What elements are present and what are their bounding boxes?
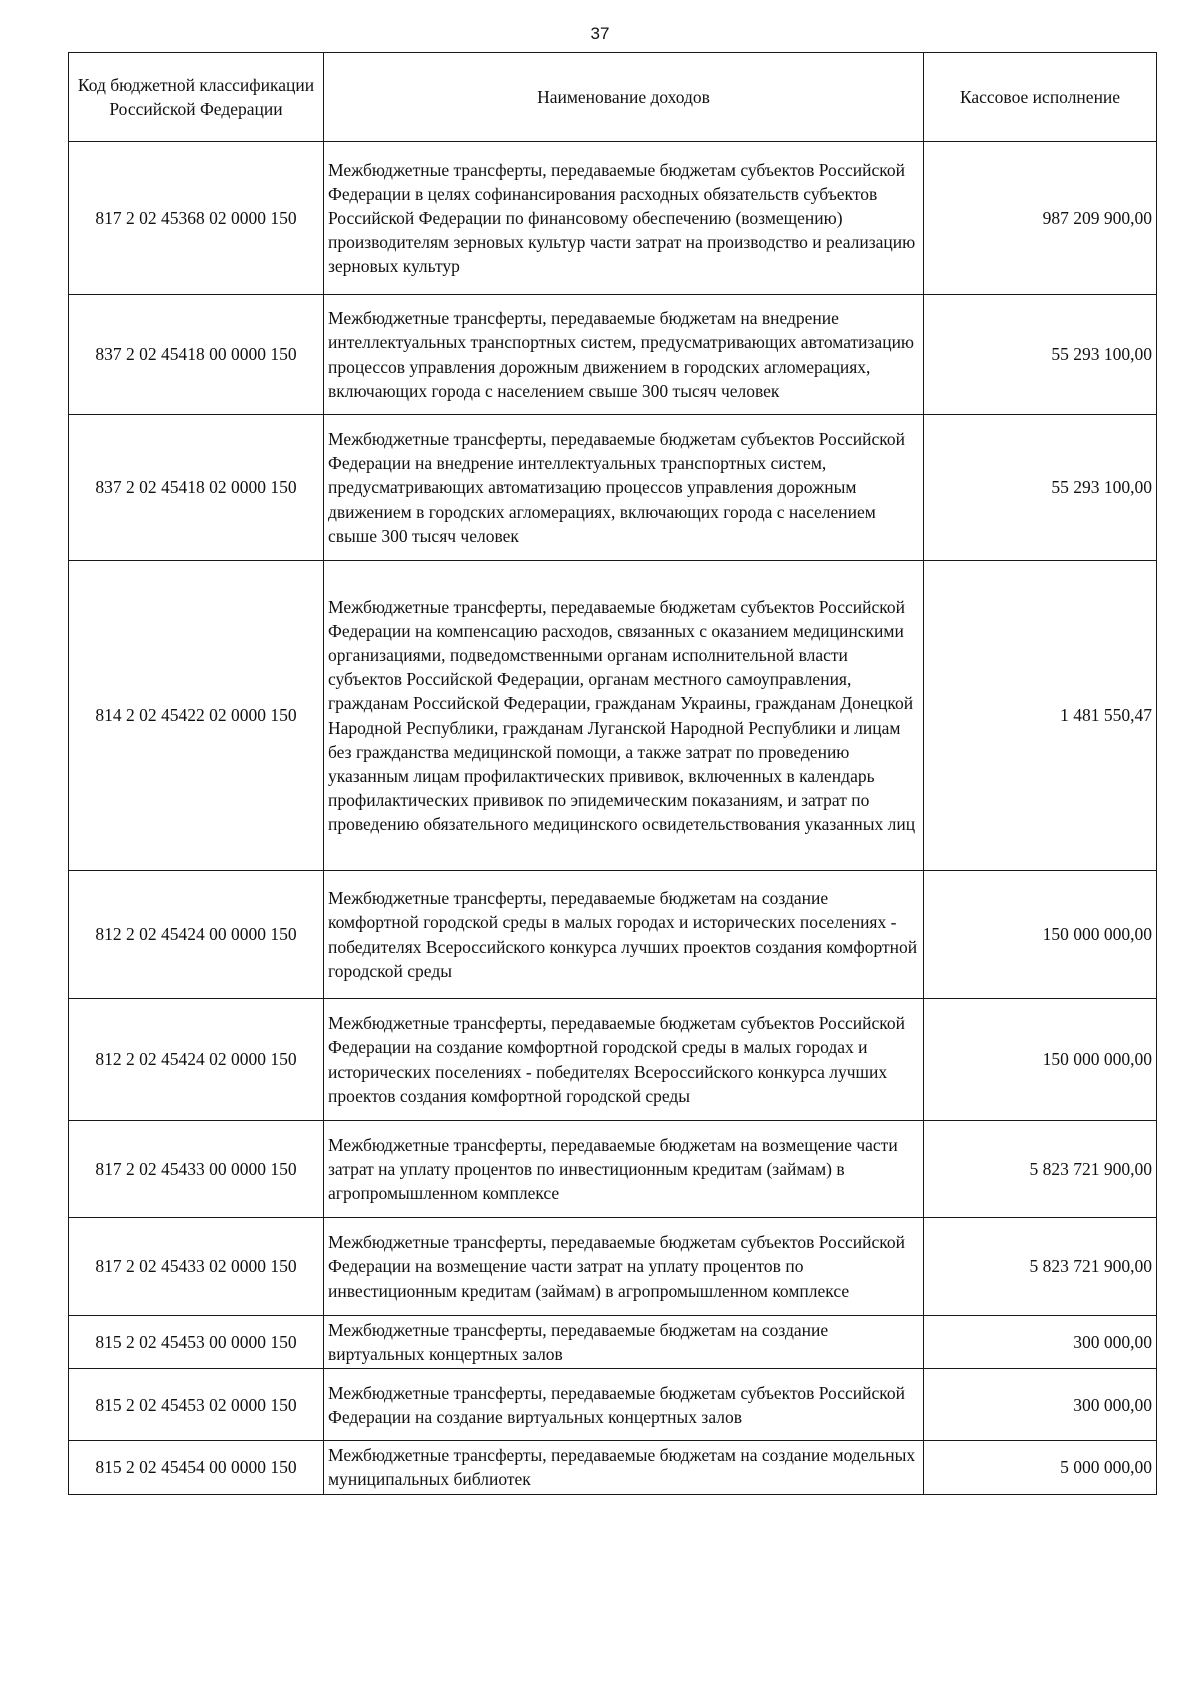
- income-table: [68, 52, 1157, 1495]
- header-name: Наименование доходов: [324, 53, 924, 142]
- income-name: Межбюджетные трансферты, передаваемые бюджетам субъектов Российской Федерации на внедрение интеллектуальных транспортных систем, предусматривающих автоматизацию процессов управления дорожным движением в городских агломерациях, включающих города с населением свыше 300 тысяч человек: [324, 415, 924, 561]
- cash-execution: 150 000 000,00: [924, 871, 1157, 999]
- budget-code: 815 2 02 45453 00 0000 150: [69, 1316, 324, 1369]
- income-name: Межбюджетные трансферты, передаваемые бюджетам субъектов Российской Федерации на создание виртуальных концертных залов: [324, 1369, 924, 1441]
- cash-execution: 300 000,00: [924, 1316, 1157, 1369]
- table-row: [69, 295, 1157, 415]
- header-code: Код бюджетной классификации Российской Федерации: [69, 53, 324, 142]
- income-name: Межбюджетные трансферты, передаваемые бюджетам субъектов Российской Федерации на компенсацию расходов, связанных с оказанием медицинскими организациями, подведомственными органам исполнительной власти субъектов Российской Федерации, органам местного самоуправления, гражданам Российской Федерации, гражданам Украины, гражданам Донецкой Народной Республики, гражданам Луганской Народной Республики и лицам без гражданства медицинской помощи, а также затрат по проведению указанным лицам профилактических прививок, включенных в календарь профилактических прививок по эпидемическим показаниям, и затрат по проведению обязательного медицинского освидетельствования указанных лиц: [324, 561, 924, 871]
- income-name: Межбюджетные трансферты, передаваемые бюджетам на создание виртуальных концертных залов: [324, 1316, 924, 1369]
- income-name: Межбюджетные трансферты, передаваемые бюджетам субъектов Российской Федерации на создание комфортной городской среды в малых городах и исторических поселениях - победителях Всероссийского конкурса лучших проектов создания комфортной городской среды: [324, 999, 924, 1121]
- table-row: [69, 1121, 1157, 1218]
- budget-code: 815 2 02 45454 00 0000 150: [69, 1441, 324, 1494]
- income-name: Межбюджетные трансферты, передаваемые бюджетам на внедрение интеллектуальных транспортных систем, предусматривающих автоматизацию процессов управления дорожным движением в городских агломерациях, включающих города с населением свыше 300 тысяч человек: [324, 295, 924, 415]
- cash-execution: 55 293 100,00: [924, 415, 1157, 561]
- income-name: Межбюджетные трансферты, передаваемые бюджетам на создание комфортной городской среды в малых городах и исторических поселениях - победителях Всероссийского конкурса лучших проектов создания комфортной городской среды: [324, 871, 924, 999]
- cash-execution: 5 823 721 900,00: [924, 1218, 1157, 1316]
- cash-execution: 55 293 100,00: [924, 295, 1157, 415]
- cash-execution: 150 000 000,00: [924, 999, 1157, 1121]
- budget-code: 812 2 02 45424 00 0000 150: [69, 871, 324, 999]
- table-row: [69, 999, 1157, 1121]
- table-row: [69, 1441, 1157, 1494]
- cash-execution: 5 000 000,00: [924, 1441, 1157, 1494]
- table-row: [69, 561, 1157, 871]
- table-row: [69, 1218, 1157, 1316]
- budget-code: 815 2 02 45453 02 0000 150: [69, 1369, 324, 1441]
- income-name: Межбюджетные трансферты, передаваемые бюджетам субъектов Российской Федерации на возмещение части затрат на уплату процентов по инвестиционным кредитам (займам) в агропромышленном комплексе: [324, 1218, 924, 1316]
- cash-execution: 300 000,00: [924, 1369, 1157, 1441]
- budget-code: 812 2 02 45424 02 0000 150: [69, 999, 324, 1121]
- cash-execution: 987 209 900,00: [924, 142, 1157, 295]
- budget-code: 837 2 02 45418 00 0000 150: [69, 295, 324, 415]
- page-number: 37: [590, 24, 610, 43]
- income-name: Межбюджетные трансферты, передаваемые бюджетам субъектов Российской Федерации в целях софинансирования расходных обязательств субъектов Российской Федерации по финансовому обеспечению (возмещению) производителям зерновых культур части затрат на производство и реализацию зерновых культур: [324, 142, 924, 295]
- budget-code: 817 2 02 45433 02 0000 150: [69, 1218, 324, 1316]
- cash-execution: 1 481 550,47: [924, 561, 1157, 871]
- table-header-row: [69, 53, 1157, 142]
- budget-code: 817 2 02 45433 00 0000 150: [69, 1121, 324, 1218]
- table-row: [69, 871, 1157, 999]
- budget-code: 837 2 02 45418 02 0000 150: [69, 415, 324, 561]
- cash-execution: 5 823 721 900,00: [924, 1121, 1157, 1218]
- table-row: [69, 1316, 1157, 1369]
- table-row: [69, 142, 1157, 295]
- income-name: Межбюджетные трансферты, передаваемые бюджетам на создание модельных муниципальных библиотек: [324, 1441, 924, 1494]
- table-row: [69, 415, 1157, 561]
- budget-code: 817 2 02 45368 02 0000 150: [69, 142, 324, 295]
- budget-code: 814 2 02 45422 02 0000 150: [69, 561, 324, 871]
- table-row: [69, 1369, 1157, 1441]
- header-amount: Кассовое исполнение: [924, 53, 1157, 142]
- income-name: Межбюджетные трансферты, передаваемые бюджетам на возмещение части затрат на уплату процентов по инвестиционным кредитам (займам) в агропромышленном комплексе: [324, 1121, 924, 1218]
